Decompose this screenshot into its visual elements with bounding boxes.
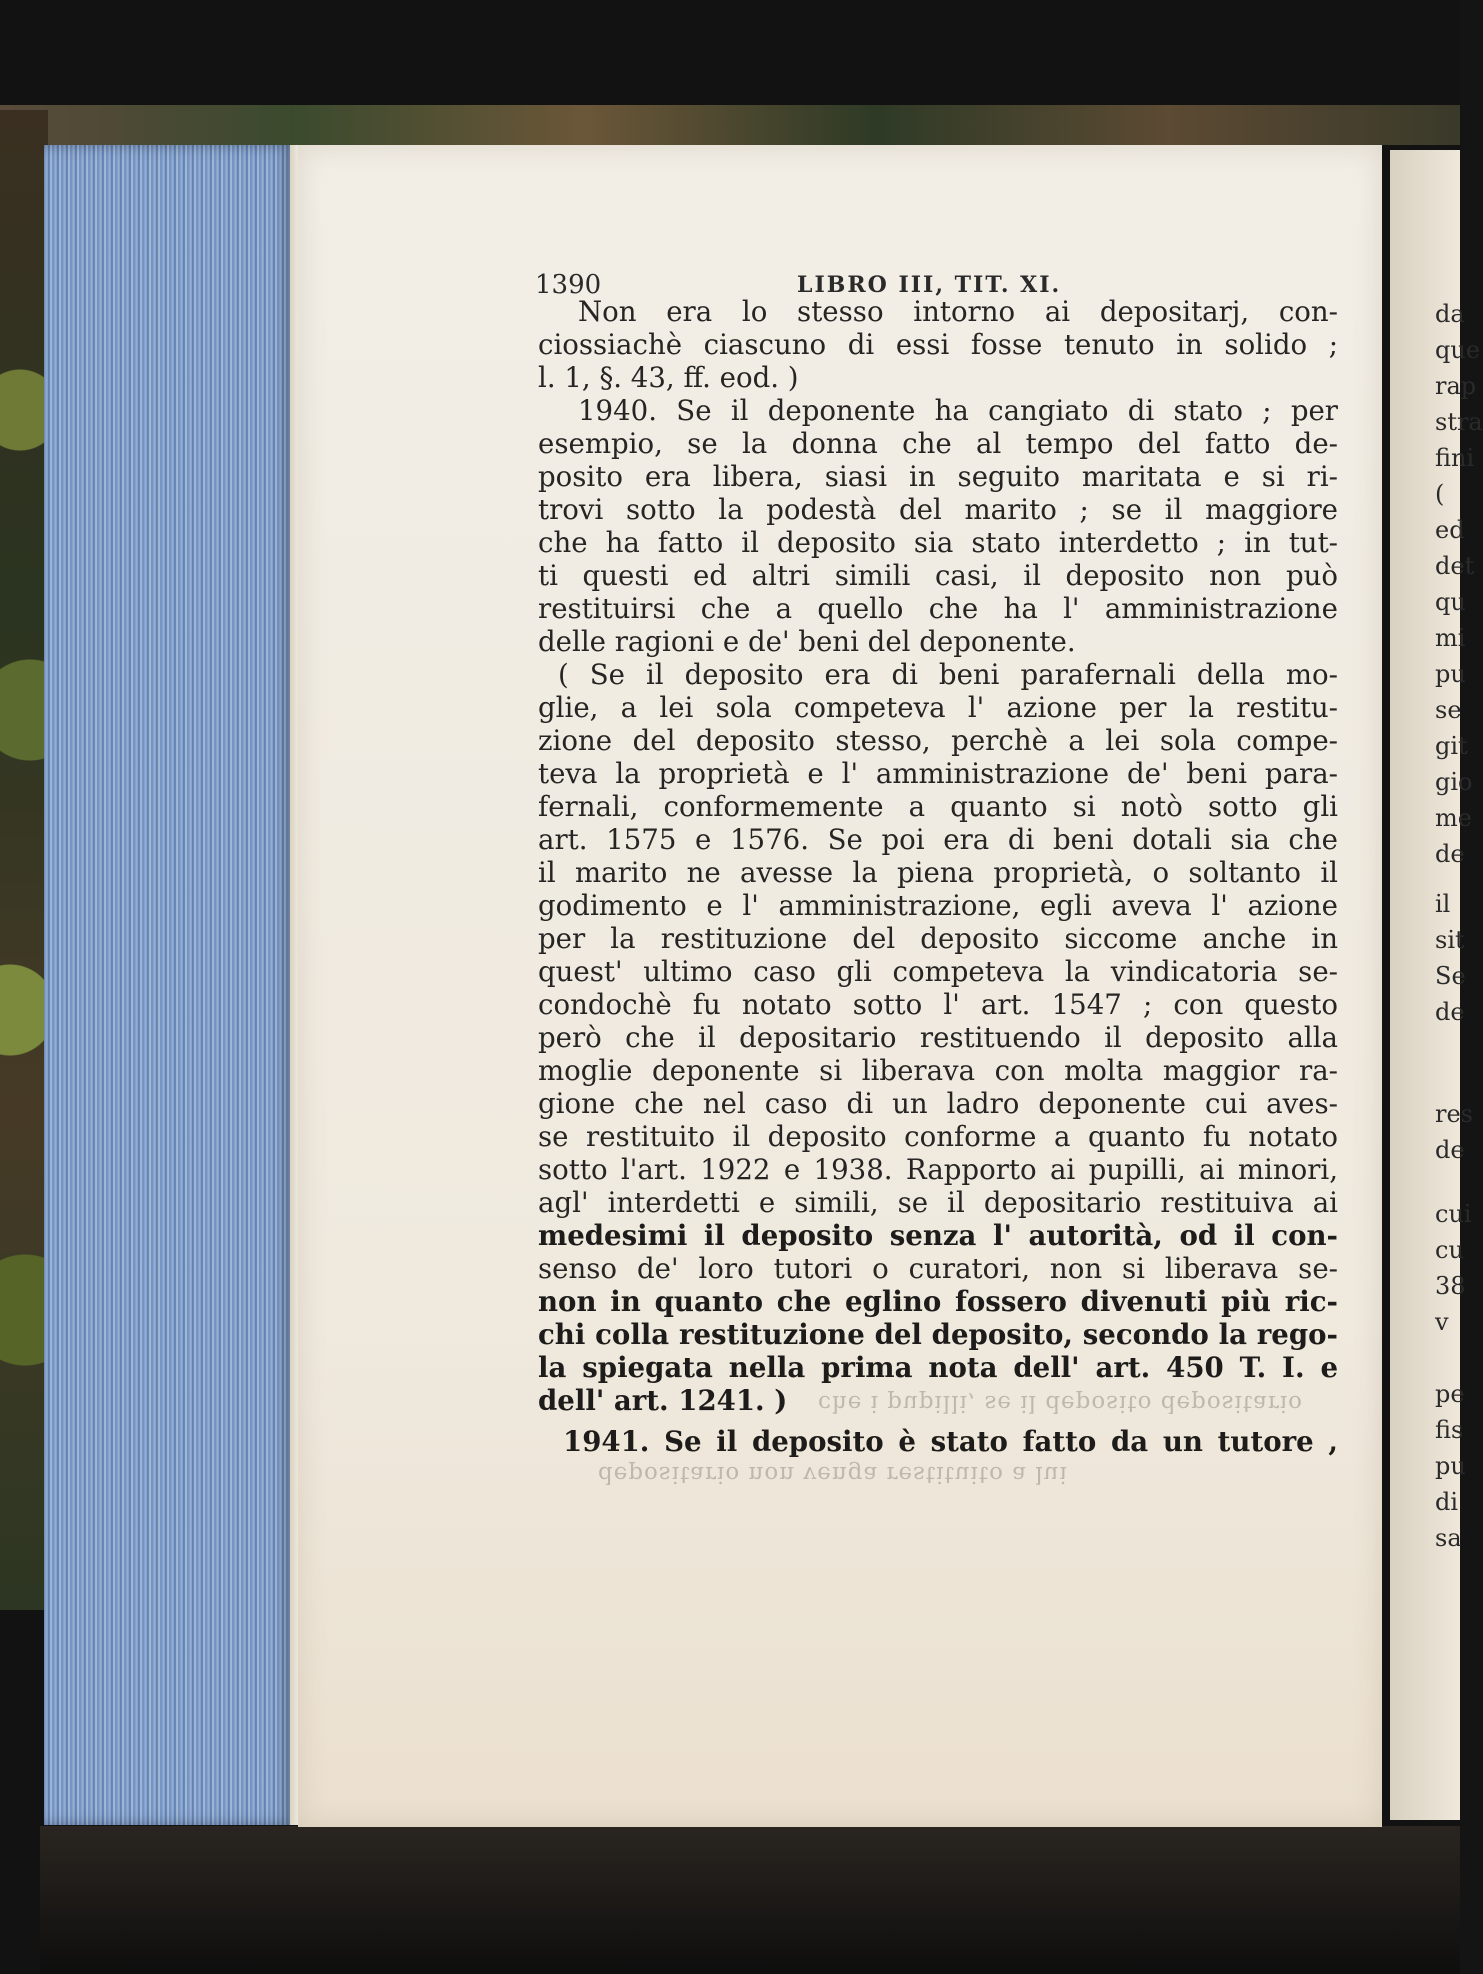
bleed-through-line: depositario non venga restituito a lui: [598, 1461, 1068, 1487]
text-line: godimento e l' amministrazione, egli aveva l' azione: [538, 889, 1338, 922]
text-line: ti questi ed altri simili casi, il deposito non può: [538, 559, 1338, 592]
facing-fragment: gio: [1435, 768, 1473, 796]
book-page: [298, 145, 1382, 1827]
facing-fragment: de: [1435, 840, 1465, 868]
text-line: trovi sotto la podestà del marito ; se il maggiore: [538, 493, 1338, 526]
text-line: agl' interdetti e simili, se il depositario restituiva ai: [538, 1186, 1338, 1219]
marbled-cover-left: [0, 110, 48, 1610]
facing-fragment: ed: [1435, 516, 1465, 544]
facing-fragment: (: [1435, 480, 1445, 508]
running-title: LIBRO III, TIT. XI.: [797, 272, 1062, 298]
text-line: per la restituzione del deposito siccome anche in: [538, 922, 1338, 955]
page-number: 1390: [535, 270, 602, 300]
text-line: se restituito il deposito conforme a quanto fu notato: [538, 1120, 1338, 1153]
text-line: posito era libera, siasi in seguito maritata e si ri-: [538, 460, 1338, 493]
facing-fragment: pu: [1435, 660, 1466, 688]
text-line: restituirsi che a quello che ha l' amministrazione: [538, 592, 1338, 625]
text-line: art. 1575 e 1576. Se poi era di beni dotali sia che: [538, 823, 1338, 856]
text-line: che ha fatto il deposito sia stato interdetto ; in tut-: [538, 526, 1338, 559]
text-line: 1940. Se il deponente ha cangiato di stato ; per: [578, 394, 1338, 427]
text-line: senso de' loro tutori o curatori, non si liberava se-: [538, 1252, 1338, 1285]
facing-fragment: fis: [1435, 1416, 1464, 1444]
text-line: l. 1, §. 43, ff. eod. ): [538, 361, 799, 394]
facing-fragment: pe: [1435, 1380, 1465, 1408]
facing-fragment: Se: [1435, 962, 1466, 990]
text-line: la spiegata nella prima nota dell' art. 450 T. I. e: [538, 1351, 1338, 1384]
facing-fragment: cui: [1435, 1200, 1472, 1228]
facing-fragment: de: [1435, 1136, 1465, 1164]
text-line: però che il depositario restituendo il deposito alla: [538, 1021, 1338, 1054]
facing-fragment: di: [1435, 1488, 1459, 1516]
facing-fragment: det: [1435, 552, 1475, 580]
facing-fragment: rap: [1435, 372, 1477, 400]
text-line: non in quanto che eglino fossero divenuti più ric-: [538, 1285, 1338, 1318]
facing-fragment: mi: [1435, 624, 1466, 652]
text-line: fernali, conformemente a quanto si notò sotto gli: [538, 790, 1338, 823]
text-line: ciossiachè ciascuno di essi fosse tenuto in solido ;: [538, 328, 1338, 361]
text-line: sotto l'art. 1922 e 1938. Rapporto ai pupilli, ai minori,: [538, 1153, 1338, 1186]
facing-fragment: stra: [1435, 408, 1483, 436]
facing-fragment: res: [1435, 1100, 1473, 1128]
facing-fragment: que: [1435, 336, 1481, 364]
text-line: glie, a lei sola competeva l' azione per la restitu-: [538, 691, 1338, 724]
facing-fragment: sa: [1435, 1524, 1462, 1552]
facing-fragment: 38: [1435, 1272, 1466, 1300]
text-line: gione che nel caso di un ladro deponente cui aves-: [538, 1087, 1338, 1120]
facing-fragment: sit: [1435, 926, 1465, 954]
facing-fragment: git: [1435, 732, 1468, 760]
facing-fragment: fini: [1435, 444, 1475, 472]
text-line: teva la proprietà e l' amministrazione de' beni para-: [538, 757, 1338, 790]
text-line: condochè fu notato sotto l' art. 1547 ; con questo: [538, 988, 1338, 1021]
bleed-through-line: che i pupilli, se il deposito depositario: [818, 1390, 1304, 1416]
facing-fragment: se: [1435, 696, 1462, 724]
text-line: ( Se il deposito era di beni parafernali della mo-: [558, 658, 1338, 691]
facing-fragment: il: [1435, 890, 1451, 918]
facing-fragment: me: [1435, 804, 1472, 832]
text-line: 1941. Se il deposito è stato fatto da un tutore ,: [563, 1425, 1338, 1458]
facing-fragment: v: [1435, 1308, 1449, 1336]
facing-fragment: de: [1435, 998, 1465, 1026]
facing-fragment: qu: [1435, 588, 1466, 616]
facing-fragment: cu: [1435, 1236, 1464, 1264]
bottom-shadow: [40, 1826, 1460, 1974]
page-edges-blue-sprinkled: [44, 145, 294, 1825]
text-line: delle ragioni e de' beni del deponente.: [538, 625, 1076, 658]
text-line: dell' art. 1241. ): [538, 1384, 788, 1417]
marbled-cover-top: [0, 105, 1460, 145]
text-line: esempio, se la donna che al tempo del fatto de-: [538, 427, 1338, 460]
text-line: il marito ne avesse la piena proprietà, o soltanto il: [538, 856, 1338, 889]
text-line: quest' ultimo caso gli competeva la vindicatoria se-: [538, 955, 1338, 988]
text-line: medesimi il deposito senza l' autorità, od il con-: [538, 1219, 1338, 1252]
text-line: chi colla restituzione del deposito, secondo la rego-: [538, 1318, 1338, 1351]
text-line: moglie deponente si liberava con molta maggior ra-: [538, 1054, 1338, 1087]
facing-fragment: pu: [1435, 1452, 1466, 1480]
text-line: Non era lo stesso intorno ai depositarj, con-: [578, 295, 1338, 328]
facing-fragment: da: [1435, 300, 1465, 328]
text-line: zione del deposito stesso, perchè a lei sola compe-: [538, 724, 1338, 757]
